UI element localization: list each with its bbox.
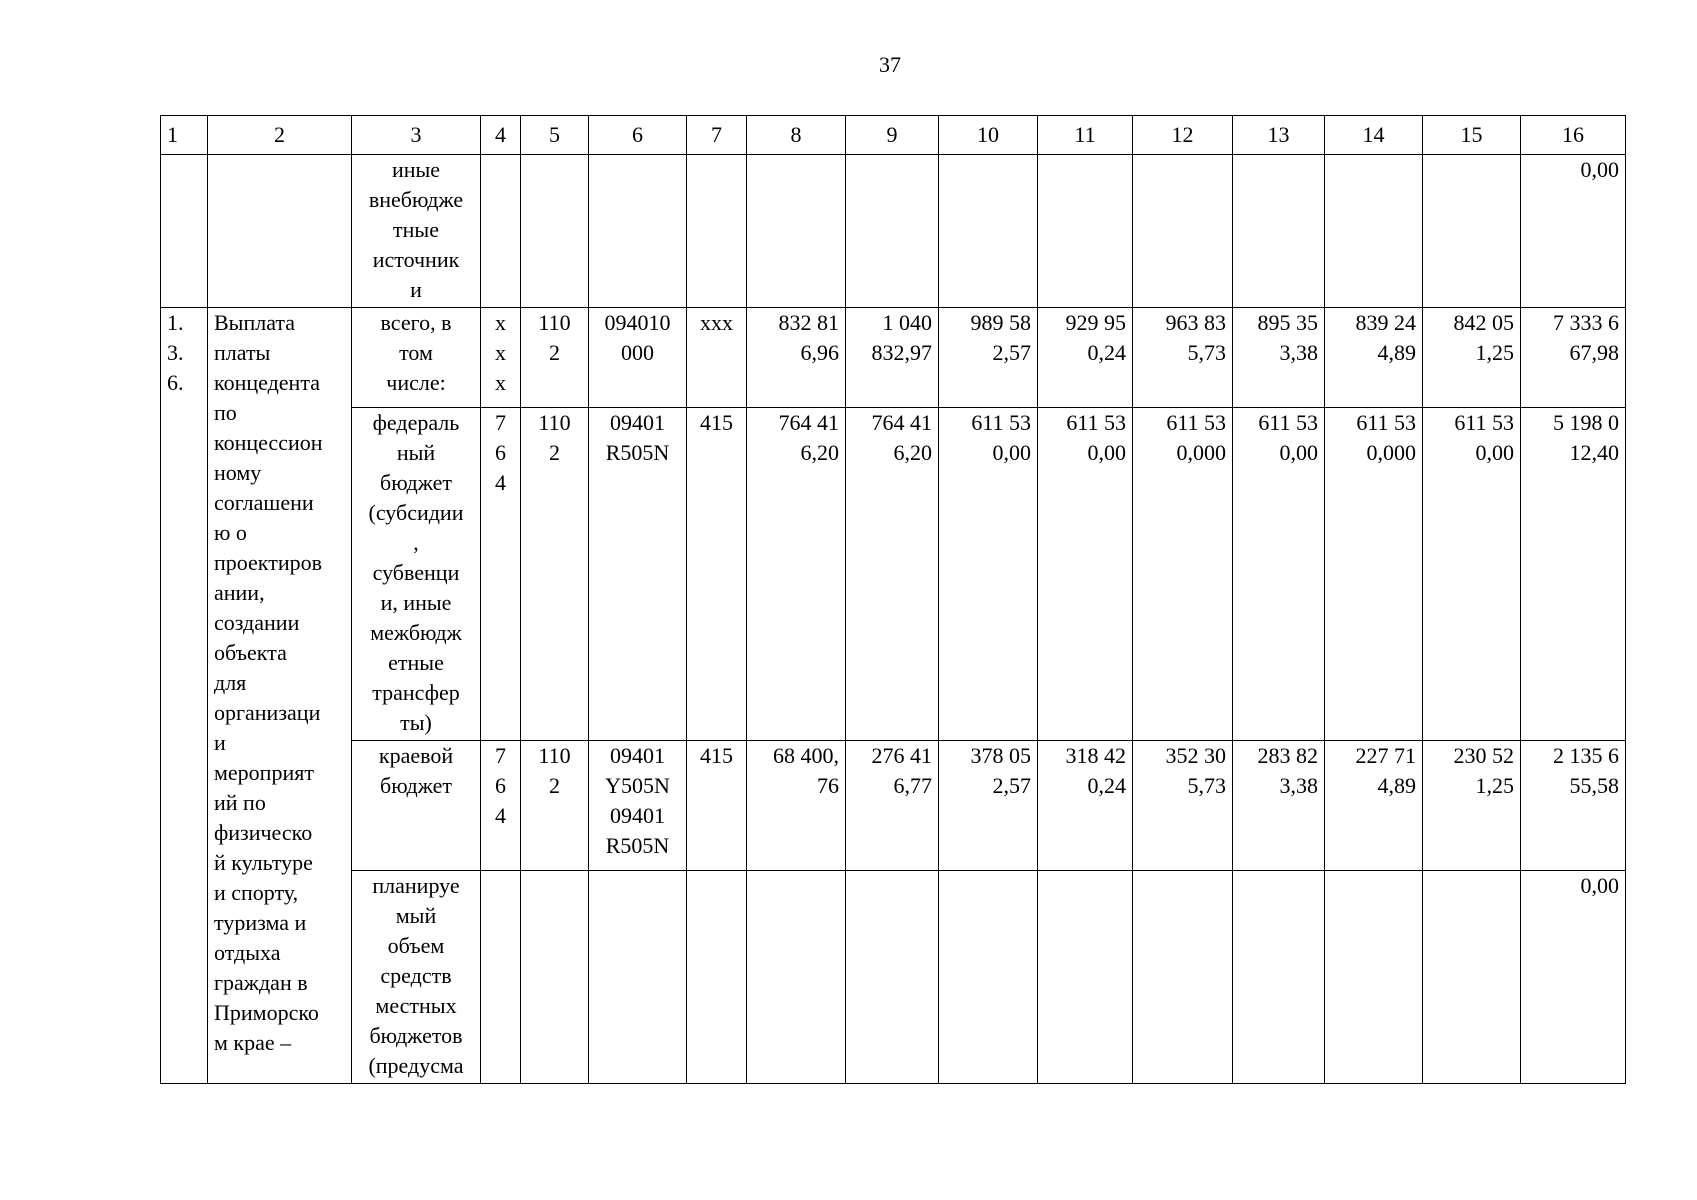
cell-text-line: федераль: [372, 410, 460, 435]
cell-text-line: 1 040: [882, 310, 932, 335]
cell-col8: [747, 408, 846, 741]
cell-text-line: 5,73: [1187, 340, 1226, 365]
page-number: 37: [879, 52, 901, 77]
cell-text-line: Y505N: [605, 773, 670, 798]
cell-text-line: и, иные: [380, 590, 452, 615]
cell-text-line: 352 30: [1165, 743, 1226, 768]
header-cell-11: 11: [1038, 116, 1133, 155]
header-cell-3: 3: [352, 116, 481, 155]
cell-text-line: 4,89: [1377, 340, 1416, 365]
cell-source: [352, 308, 481, 408]
cell-text-line: Выплата: [214, 310, 296, 335]
header-cell-9: 9: [846, 116, 939, 155]
cell-text-line: внебюдже: [368, 187, 464, 212]
cell-col4: [481, 741, 521, 871]
cell-text-line: 2: [549, 340, 560, 365]
cell-text-line: R505N: [605, 440, 670, 465]
cell-text-line: ты): [400, 710, 432, 735]
cell-text-line: ю о: [214, 520, 247, 545]
cell-text-line: проектиров: [214, 550, 322, 575]
cell-text-line: 929 95: [1065, 310, 1126, 335]
cell-text-line: и: [214, 730, 226, 755]
cell-text-line: 2: [549, 773, 560, 798]
header-cell-10: 10: [939, 116, 1038, 155]
cell-text-line: 989 58: [970, 310, 1031, 335]
cell-col10: [939, 408, 1038, 741]
cell-text-line: 283 82: [1257, 743, 1318, 768]
cell-col9: [846, 741, 939, 871]
cell-text-line: ий по: [214, 790, 266, 815]
cell-text-line: 6: [495, 440, 506, 465]
cell-text-line: 5 198 0: [1553, 410, 1619, 435]
budget-table: [160, 115, 1626, 1084]
cell-text-line: 110: [538, 743, 571, 768]
cell-text-line: 2,57: [992, 773, 1031, 798]
cell-name: [208, 308, 352, 1084]
cell-text-line: 276 41: [871, 743, 932, 768]
cell-total: 0,00: [1521, 155, 1626, 308]
cell-col14: [1325, 408, 1423, 741]
cell-text-line: 832 81: [778, 310, 839, 335]
cell-text-line: объем: [387, 933, 445, 958]
cell-text-line: 55,58: [1569, 773, 1619, 798]
cell-text-line: 68 400,: [773, 743, 839, 768]
cell-source: [352, 741, 481, 871]
cell-col14: [1325, 308, 1423, 408]
cell-text-line: 3,38: [1279, 773, 1318, 798]
cell-col9: [846, 408, 939, 741]
table-row-local: [161, 871, 1626, 1084]
cell-col12: [1133, 741, 1233, 871]
cell-col15: [1423, 741, 1521, 871]
cell-text-line: 12,40: [1569, 440, 1619, 465]
cell-text-line: местных: [375, 993, 457, 1018]
cell-text-line: концедента: [214, 370, 320, 395]
cell-col14: [1325, 741, 1423, 871]
cell-name: [208, 155, 352, 308]
cell-text-line: межбюдж: [370, 620, 462, 645]
cell-text-line: 842 05: [1453, 310, 1514, 335]
cell-source: [352, 155, 481, 308]
cell-text-line: 76: [817, 773, 839, 798]
cell-text-line: средств: [380, 963, 452, 988]
cell-text-line: (предусма: [368, 1053, 464, 1078]
cell-text-line: числе:: [386, 370, 446, 395]
header-cell-14: 14: [1325, 116, 1423, 155]
cell-text-line: граждан в: [214, 970, 308, 995]
cell-text-line: мый: [395, 903, 437, 928]
cell-text-line: х: [495, 310, 506, 335]
cell-text-line: ному: [214, 460, 262, 485]
cell-text-line: 0,00: [1475, 440, 1514, 465]
cell-text-line: 0,00: [1279, 440, 1318, 465]
cell-text-line: 611 53: [1066, 410, 1126, 435]
cell-col4: [481, 408, 521, 741]
cell-text-line: 2: [549, 440, 560, 465]
cell-text-line: х: [495, 340, 506, 365]
cell-text-line: 839 24: [1355, 310, 1416, 335]
cell-text-line: 227 71: [1355, 743, 1416, 768]
cell-text-line: мероприят: [214, 760, 314, 785]
cell-text-line: 094010: [604, 310, 671, 335]
cell-text-line: 4: [495, 803, 506, 828]
cell-text-line: краевой: [378, 743, 454, 768]
cell-col15: [1423, 308, 1521, 408]
cell-text-line: (субсидии: [368, 500, 464, 525]
cell-col6: [589, 408, 687, 741]
cell-text-line: физическо: [214, 820, 313, 845]
table-row-other-sources: [161, 155, 1626, 308]
cell-text-line: бюджетов: [369, 1023, 463, 1048]
cell-col7: 415: [687, 741, 747, 871]
cell-text-line: трансфер: [372, 680, 460, 705]
cell-text-line: соглашени: [214, 490, 314, 515]
cell-text-line: 4: [495, 470, 506, 495]
cell-col12: [1133, 308, 1233, 408]
cell-text-line: бюджет: [380, 470, 452, 495]
cell-text-line: 3,38: [1279, 340, 1318, 365]
cell-text-line: 000: [621, 340, 654, 365]
cell-text-line: Приморско: [214, 1000, 319, 1025]
cell-col16: [1521, 408, 1626, 741]
cell-col11: [1038, 741, 1133, 871]
cell-text-line: и: [410, 277, 422, 302]
table-row-federal: [161, 408, 1626, 741]
cell-text-line: всего, в: [380, 310, 452, 335]
cell-text-line: бюджет: [380, 773, 452, 798]
cell-text-line: 7: [495, 410, 506, 435]
cell-source: [352, 408, 481, 741]
cell-text-line: 378 05: [970, 743, 1031, 768]
header-cell-16: 16: [1521, 116, 1626, 155]
cell-text-line: ,: [413, 530, 419, 555]
cell-text-line: по: [214, 400, 237, 425]
cell-text-line: 0,000: [1176, 440, 1226, 465]
cell-text-line: м крае –: [214, 1030, 292, 1055]
cell-text-line: ании,: [214, 580, 265, 605]
cell-text-line: 0,00: [1087, 440, 1126, 465]
cell-text-line: й культуре: [214, 850, 313, 875]
cell-text-line: 764 41: [871, 410, 932, 435]
cell-text-line: 611 53: [1454, 410, 1514, 435]
cell-col7: ххх: [687, 308, 747, 408]
cell-text-line: объекта: [214, 640, 287, 665]
cell-text-line: туризма и: [214, 910, 307, 935]
header-cell-5: 5: [521, 116, 589, 155]
cell-text-line: 832,97: [871, 340, 932, 365]
header-cell-6: 6: [589, 116, 687, 155]
cell-text-line: 611 53: [1356, 410, 1416, 435]
cell-text-line: 611 53: [971, 410, 1031, 435]
cell-text-line: организаци: [214, 700, 321, 725]
cell-text-line: ный: [396, 440, 436, 465]
cell-col10: [939, 308, 1038, 408]
cell-col13: [1233, 741, 1325, 871]
cell-text-line: 6,96: [800, 340, 839, 365]
cell-text-line: планируе: [372, 873, 460, 898]
cell-text-line: 110: [538, 410, 571, 435]
cell-text-line: 1,25: [1475, 773, 1514, 798]
cell-col11: [1038, 308, 1133, 408]
header-cell-2: 2: [208, 116, 352, 155]
cell-text-line: платы: [214, 340, 271, 365]
cell-col6: [589, 741, 687, 871]
cell-col16: [1521, 741, 1626, 871]
cell-text-line: иные: [391, 157, 441, 182]
cell-text-line: 0,24: [1087, 340, 1126, 365]
cell-text-line: 110: [538, 310, 571, 335]
cell-text-line: для: [214, 670, 247, 695]
cell-text-line: субвенци: [372, 560, 460, 585]
cell-text-line: 6.: [167, 370, 184, 395]
cell-col11: [1038, 408, 1133, 741]
cell-text-line: 1,25: [1475, 340, 1514, 365]
cell-text-line: тные: [393, 217, 439, 242]
header-cell-7: 7: [687, 116, 747, 155]
cell-text-line: 4,89: [1377, 773, 1416, 798]
cell-text-line: 764 41: [778, 410, 839, 435]
cell-text-line: 2,57: [992, 340, 1031, 365]
cell-text-line: 6: [495, 773, 506, 798]
cell-text-line: 611 53: [1258, 410, 1318, 435]
table-row-regional: [161, 741, 1626, 871]
cell-text-line: отдыха: [214, 940, 281, 965]
header-cell-15: 15: [1423, 116, 1521, 155]
cell-text-line: 7: [495, 743, 506, 768]
cell-text-line: 09401: [610, 743, 665, 768]
cell-text-line: и спорту,: [214, 880, 299, 905]
cell-col5: [521, 408, 589, 741]
table-row-total: [161, 308, 1626, 408]
cell-text-line: создании: [214, 610, 300, 635]
header-cell-8: 8: [747, 116, 846, 155]
cell-text-line: 230 52: [1453, 743, 1514, 768]
cell-text-line: 6,77: [893, 773, 932, 798]
cell-col10: [939, 741, 1038, 871]
cell-col5: [521, 308, 589, 408]
cell-col13: [1233, 408, 1325, 741]
cell-text-line: 6,20: [800, 440, 839, 465]
cell-text-line: 5,73: [1187, 773, 1226, 798]
cell-text-line: 09401: [610, 410, 665, 435]
cell-col12: [1133, 408, 1233, 741]
cell-text-line: концессион: [214, 430, 323, 455]
cell-text-line: 611 53: [1166, 410, 1226, 435]
cell-col6: [589, 308, 687, 408]
cell-col7: 415: [687, 408, 747, 741]
cell-col4: [481, 308, 521, 408]
cell-text-line: 1.: [167, 310, 184, 335]
cell-text-line: 0,24: [1087, 773, 1126, 798]
cell-text-line: 6,20: [893, 440, 932, 465]
cell-text-line: 963 83: [1165, 310, 1226, 335]
cell-col9: [846, 308, 939, 408]
cell-text-line: етные: [388, 650, 444, 675]
header-cell-13: 13: [1233, 116, 1325, 155]
cell-text-line: х: [495, 370, 506, 395]
cell-num: [161, 155, 208, 308]
cell-col16: [1521, 308, 1626, 408]
header-cell-1: 1: [161, 116, 208, 155]
cell-source: [352, 871, 481, 1084]
cell-col13: [1233, 308, 1325, 408]
cell-text-line: том: [399, 340, 433, 365]
cell-text-line: 318 42: [1065, 743, 1126, 768]
cell-col15: [1423, 408, 1521, 741]
cell-text-line: 3.: [167, 340, 184, 365]
cell-text-line: R505N: [605, 833, 670, 858]
cell-total: 0,00: [1521, 871, 1626, 1084]
header-cell-4: 4: [481, 116, 521, 155]
header-cell-12: 12: [1133, 116, 1233, 155]
cell-num: [161, 308, 208, 1084]
cell-text-line: 895 35: [1257, 310, 1318, 335]
cell-text-line: 09401: [610, 803, 665, 828]
cell-text-line: 7 333 6: [1553, 310, 1619, 335]
cell-col5: [521, 741, 589, 871]
cell-text-line: 2 135 6: [1553, 743, 1619, 768]
cell-text-line: 67,98: [1569, 340, 1619, 365]
table-header-row: [161, 116, 1626, 155]
cell-text-line: источник: [372, 247, 460, 272]
cell-col8: [747, 308, 846, 408]
cell-col8: [747, 741, 846, 871]
cell-text-line: 0,00: [992, 440, 1031, 465]
cell-text-line: 0,000: [1366, 440, 1416, 465]
